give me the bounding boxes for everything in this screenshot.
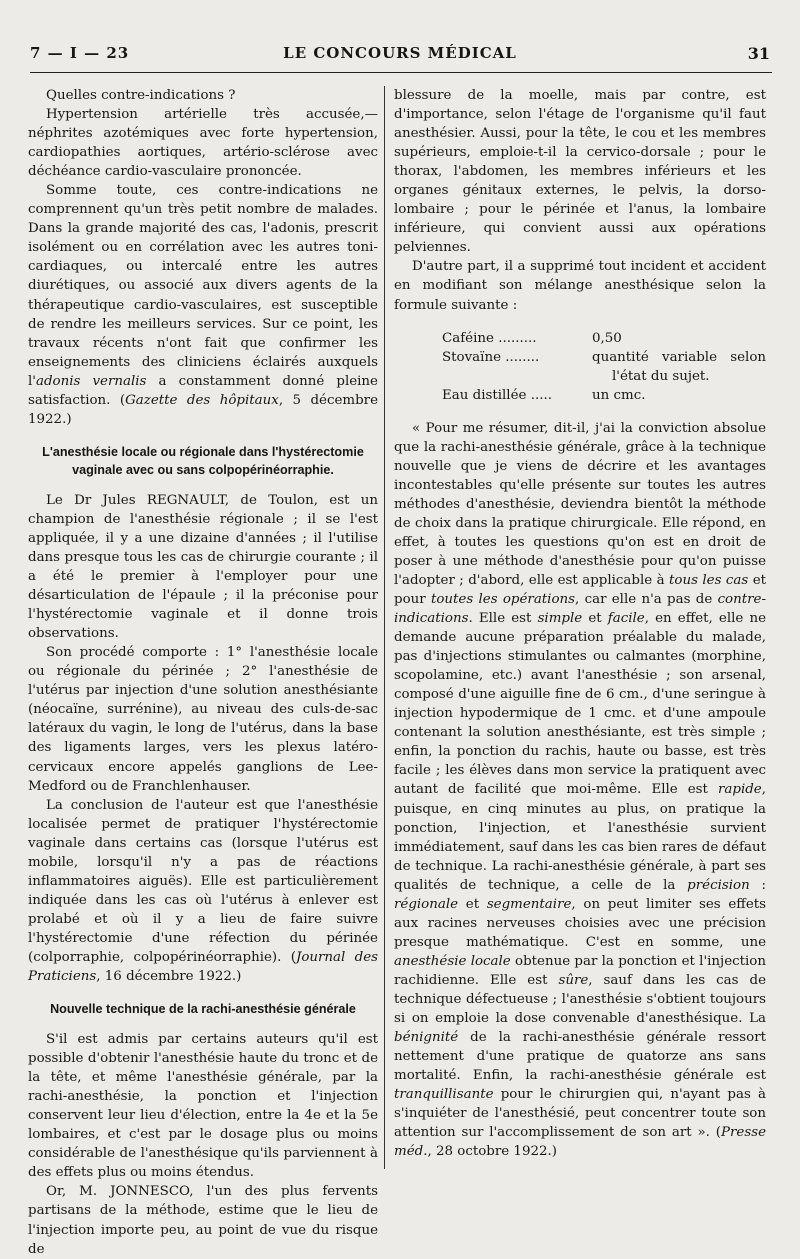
formula-table [394, 329, 766, 405]
page-number: 31 [747, 44, 770, 63]
paragraph: « Pour me résumer, dit-il, j'ai la conviction absolue que la rachi-anesthésie générale, grâce à la technique nouvelle que je viens de décrire et les avantages incontestables qu'elle présente sur toutes les autres méthodes d'anesthésie, deviendra bientôt la méthode de choix dans la pratique chirurgicale. Elle répond, en effet, à toutes les questions qu'on est en droit de poser à une méthode d'anesthésie pour qu'on puisse l'adopter ; d'abord, elle est applicable à tous les cas et pour toutes les opérations, car elle n'a pas de contre-indications. Elle est simple et facile, en effet, elle ne demande aucune préparation préalable du malade, pas d'injections stimulantes ou calmantes (morphine, scopolamine, etc.) avant l'anesthésie ; son arsenal, composé d'une aiguille fine de 6 cm., d'une seringue à injection hypodermique de 1 cmc. et d'une ampoule contenant la solution anesthésiante, est très simple ; enfin, la ponction du rachis, haute ou basse, est très facile ; les élèves dans mon service la pratiquent avec autant de facilité que moi-même. Elle est rapide, puisque, en cinq minutes au plus, on pratique la ponction, l'injection, et l'anesthésie survient immédiatement, sauf dans les cas bien rares de défaut de technique. La rachi-anesthésie générale, à part ses qualités de technique, a celle de la précision : régionale et segmentaire, on peut limiter ses effets aux racines nerveuses choisies avec une précision presque mathématique. C'est en somme, une anesthésie locale obtenue par la ponction et l'injection rachidienne. Elle est sûre, sauf dans les cas de technique défectueuse ; l'anesthésie s'obtient toujours si on emploie la dose convenable d'anesthésique. La bénignité de la rachi-anesthésie générale ressort nettement d'une pratique de quatorze ans sans mortalité. Enfin, la rachi-anesthésie générale est tranquillisante pour le chirurgien qui, n'ayant pas à s'inquiéter de l'anesthésié, peut concentrer toute son attention sur l'accomplissement de son art ». (Presse méd., 28 octobre 1922.) [394, 420, 767, 1160]
column-divider [384, 86, 385, 1169]
paragraph: Hypertension artérielle très accusée,— néphrites azotémiques avec forte hypertension, cardiopathies aortiques, artério-sclérose avec déchéance cardio-vasculaire prononcée. [28, 107, 378, 180]
formula-row: Stovaïne ........ quantité variable selon l'état du sujet. [442, 349, 766, 384]
paragraph: Or, M. JONNESCO, l'un des plus fervents partisans de la méthode, estime que le lieu de l'injection importe peu, au point de vue du risque de [28, 1184, 378, 1257]
paragraph: Son procédé comporte : 1° l'anesthésie locale ou régionale du périnée ; 2° l'anesthésie de l'utérus par injection d'une solution anesthésiante (néocaïne, surrénine), au niveau des culs-de-sac latéraux du vagin, le long de l'utérus, dans la base des ligaments larges, vers les plexus latéro-cervicaux encore appelés ganglions de Lee-Medford ou de Franchlenhauser. [28, 645, 378, 794]
right-column [394, 86, 766, 1161]
issue-date: 7 — I — 23 [30, 44, 130, 62]
paragraph: D'autre part, il a supprimé tout incident et accident en modifiant son mélange anesthésique selon la formule suivante : [394, 259, 766, 313]
paragraph: La conclusion de l'auteur est que l'anesthésie localisée permet de pratiquer l'hystérectomie vaginale dans certains cas (lorsque l'utérus est mobile, lorsqu'il n'y a pas de réactions inflammatoires aiguës). Elle est particulièrement indiquée dans les cas où l'utérus à enlever est prolabé et où il y a lieu de faire suivre l'hystérectomie d'une réfection du périnée (colporraphie, colpopérinéorraphie). (Journal des Praticiens, 16 décembre 1922.) [28, 797, 378, 985]
running-header [30, 40, 770, 68]
journal-title: LE CONCOURS MÉDICAL [283, 44, 517, 62]
section-heading: Nouvelle technique de la rachi-anesthésie générale [50, 1002, 356, 1017]
paragraph: Somme toute, ces contre-indications ne comprennent qu'un très petit nombre de malades. Dans la grande majorité des cas, l'adonis, prescrit isolément ou en corrélation avec les autres toni-cardiaques, ou intercalé entre les autres diurétiques, ou associé aux divers agents de la thérapeutique cardio-vasculaires, est susceptible de rendre les meilleurs services. Sur ce point, les travaux récents n'ont fait que confirmer les enseignements des cliniciens éclairés auxquels l'adonis vernalis a constamment donné pleine satisfaction. (Gazette des hôpitaux, 5 décembre 1922.) [28, 183, 378, 427]
formula-row: Caféine ......... 0,50 [442, 330, 622, 346]
header-rule [30, 72, 772, 73]
paragraph: S'il est admis par certains auteurs qu'il est possible d'obtenir l'anesthésie haute du tronc et de la tête, et même l'anesthésie générale, par la rachi-anesthésie, la ponction et l'injection conservent leur lieu d'élection, entre la 4e et la 5e lombaires, et c'est par le dosage plus ou moins considérable de l'anesthésique qu'ils parviennent à des effets plus ou moins étendus. [28, 1032, 378, 1181]
paragraph: blessure de la moelle, mais par contre, est d'importance, selon l'étage de l'organisme qu'il faut anesthésier. Aussi, pour la tête, le cou et les membres supérieurs, emploie-t-il la cervico-dorsale ; pour le thorax, l'abdomen, les membres inférieurs et les organes génitaux externes, le pelvis, la dorso-lombaire ; pour le périnée et l'anus, la lombaire inférieure, qui convient aussi aux opérations pelviennes. [394, 88, 766, 256]
formula-row: Eau distillée ..... un cmc. [442, 387, 646, 403]
paragraph: Le Dr Jules REGNAULT, de Toulon, est un champion de l'anesthésie régionale ; il se l'est appliquée, il y a une dizaine d'années ; il l'utilise dans presque tous les cas de chirurgie courante ; il a été le premier à l'employer pour une désarticulation de l'épaule ; il la préconise pour l'hystérectomie vaginale et il donne trois observations. [28, 492, 378, 642]
left-column [28, 86, 378, 1259]
section-heading: L'anesthésie locale ou régionale dans l'hystérectomie vaginale avec ou sans colpopérinéorraphie. [42, 444, 364, 477]
paragraph: Quelles contre-indications ? [46, 88, 236, 103]
